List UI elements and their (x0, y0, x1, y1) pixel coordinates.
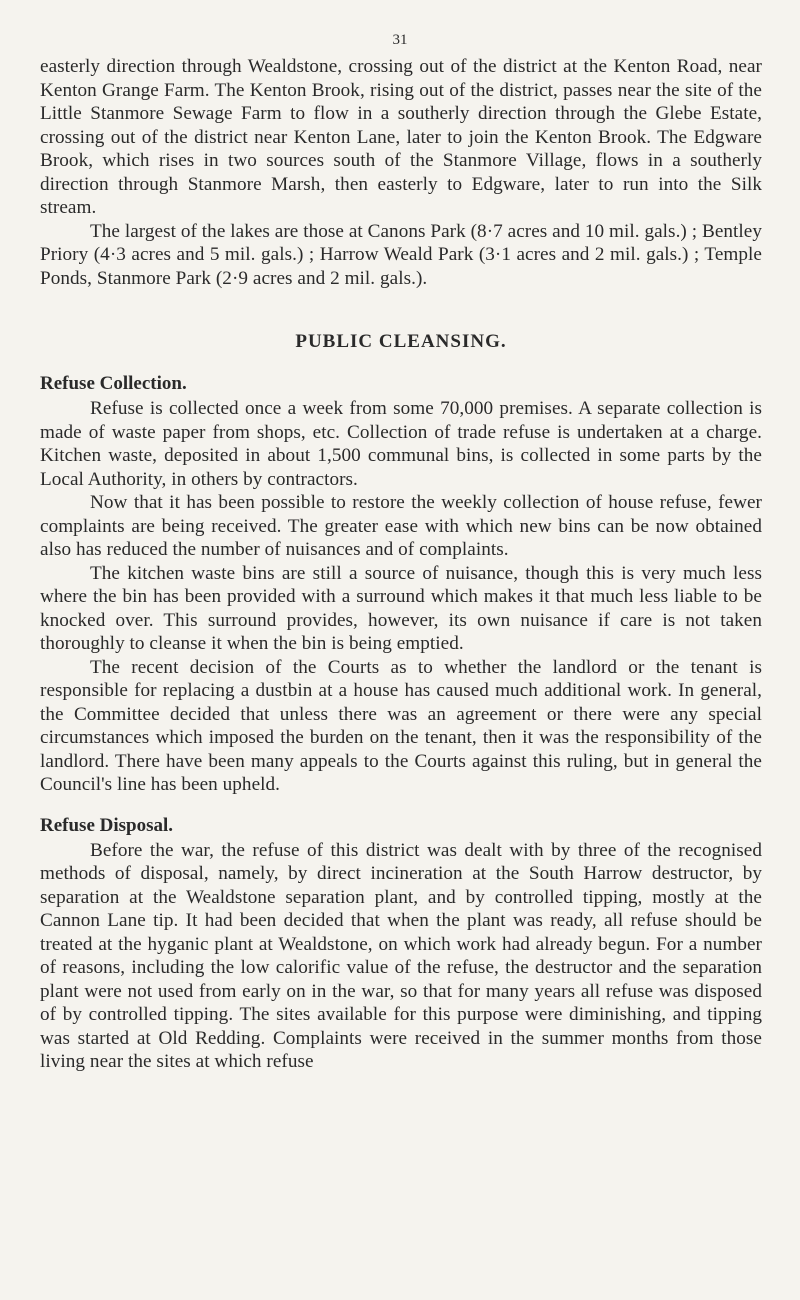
refuse-collection-paragraph-4: The recent decision of the Courts as to whether the landlord or the tenant is responsible for replacing a dustbin at a house has caused much additional work. In general, the Committee decided that unless there was an agreement or there were any special circumstances which imposed the burden on the tenant, then it was the responsibility of the landlord. There have been many appeals to the Courts against this ruling, but in general the Council's line has been upheld. (40, 656, 762, 795)
section-gap (40, 797, 762, 815)
page-number: 31 (392, 32, 408, 48)
refuse-collection-heading: Refuse Collection. (40, 373, 187, 394)
intro-paragraph-1: easterly direction through Wealdstone, crossing out of the district at the Kenton Road, near Kenton Grange Farm. The Kenton Brook, rising out of the district, passes near the site of the Little Stanmore Sewage Farm to flow in a southerly direction through the Glebe Estate, crossing out of the district near Kenton Lane, later to join the Kenton Brook. The Edgware Brook, which rises in two sources south of the Stanmore Village, flows in a southerly direction through Stanmore Marsh, then easterly to Edgware, later to run into the Silk stream. (40, 56, 762, 218)
section-title: PUBLIC CLEANSING. (295, 331, 507, 352)
refuse-disposal-heading: Refuse Disposal. (40, 814, 174, 836)
refuse-collection-paragraph-3: The kitchen waste bins are still a source of nuisance, though this is very much less where the bin has been provided with a surround which makes it that much less liable to be knocked over. This surround provides, however, its own nuisance if care is not taken thoroughly to cleanse it when the bin is being emptied. (40, 562, 762, 654)
document-body (40, 55, 762, 1074)
refuse-collection-paragraph-1: Refuse is collected once a week from some 70,000 premises. A separate collection is made of waste paper from shops, etc. Collection of trade refuse is undertaken at a charge. Kitchen waste, deposited in about 1,500 communal bins, is collected in some parts by the Local Authority, in others by contractors. (40, 398, 762, 490)
intro-paragraph-2: The largest of the lakes are those at Canons Park (8·7 acres and 10 mil. gals.) ; Bentley Priory (4·3 acres and 5 mil. gals.) ; Harrow Weald Park (3·1 acres and 2 mil. gals.) ; Temple Ponds, Stanmore Park (2·9 acres and 2 mil. gals.). (40, 220, 762, 289)
refuse-collection-paragraph-2: Now that it has been possible to restore the weekly collection of house refuse, fewer complaints are being received. The greater ease with which new bins can be now obtained also has reduced the number of nuisances and of complaints. (40, 492, 762, 560)
refuse-disposal-paragraph-1: Before the war, the refuse of this district was dealt with by three of the recognised methods of disposal, namely, by direct incineration at the South Harrow destructor, by separation at the Wealdstone separation plant, and by controlled tipping, mostly at the Cannon Lane tip. It had been decided that when the plant was ready, all refuse should be treated at the hyganic plant at Wealdstone, on which work had already begun. For a number of reasons, including the low calorific value of the refuse, the destructor and the separation plant were not used from early on in the war, so that for many years all refuse was disposed of by controlled tipping. The sites available for this purpose were diminishing, and tipping was started at Old Redding. Complaints were received in the summer months from those living near the sites at which refuse (40, 839, 762, 1072)
